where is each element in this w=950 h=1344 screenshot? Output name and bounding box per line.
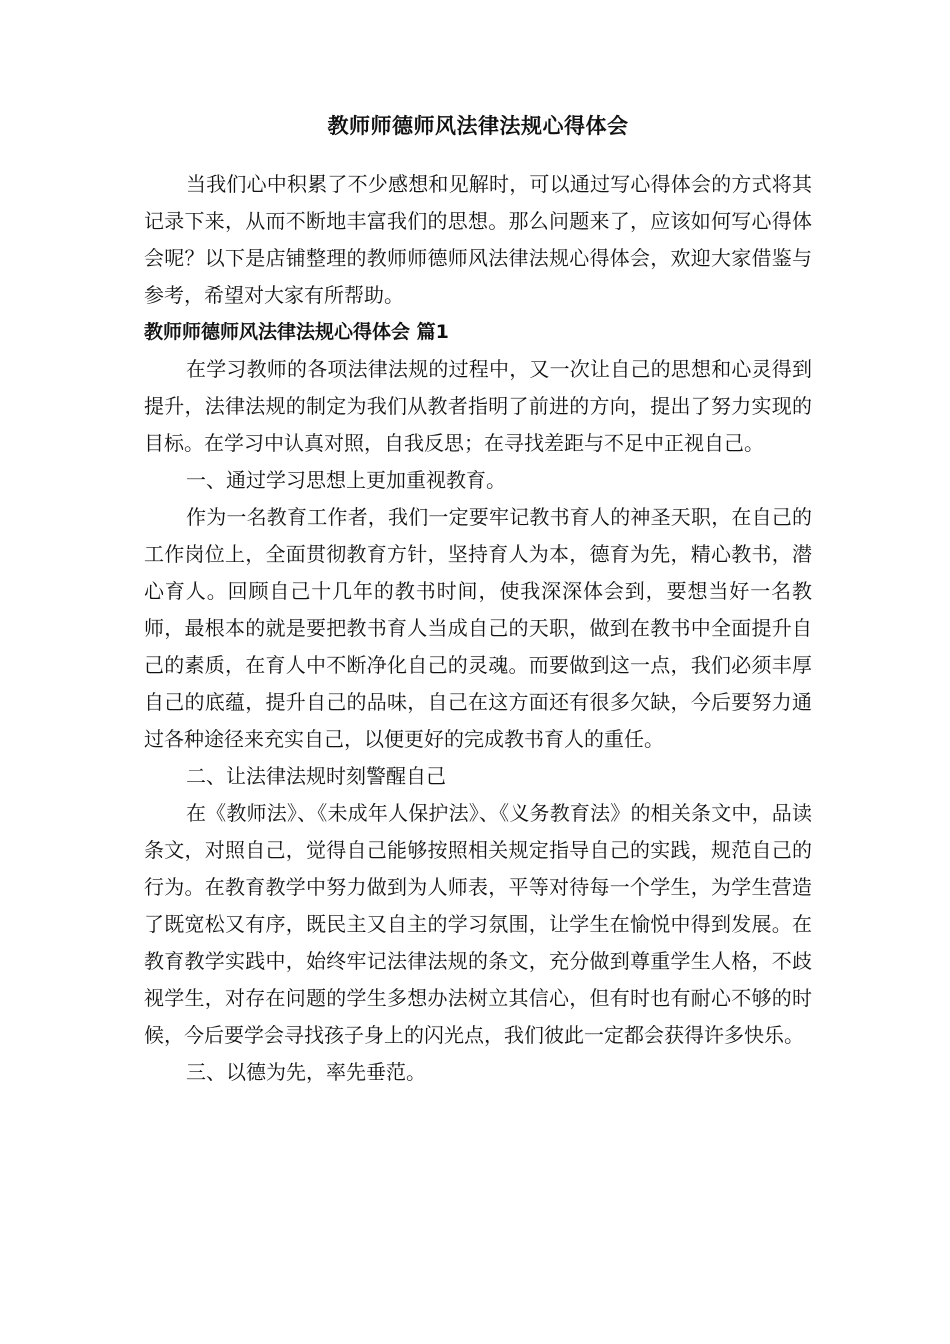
body-paragraph: 在学习教师的各项法律法规的过程中，又一次让自己的思想和心灵得到提升，法律法规的制定为我们从教者指明了前进的方向，提出了努力实现的目标。在学习中认真对照，自我反思；在寻找差距与不足中正视自己。 <box>144 357 812 455</box>
subheading-3: 三、以德为先，率先垂范。 <box>186 1060 426 1084</box>
document-title: 教师师德师风法律法规心得体会 <box>327 114 629 138</box>
subheading-1: 一、通过学习思想上更加重视教育。 <box>186 468 506 492</box>
body-paragraph: 作为一名教育工作者，我们一定要牢记教书育人的神圣天职，在自己的工作岗位上，全面贯彻教育方针，坚持育人为本，德育为先，精心教书，潜心育人。回顾自己十几年的教书时间，使我深深体会到，要想当好一名教师，最根本的就是要把教书育人当成自己的天职，做到在教书中全面提升自己的素质，在育人中不断净化自己的灵魂。而要做到这一点，我们必须丰厚自己的底蕴，提升自己的品味，自己在这方面还有很多欠缺，今后要努力通过各种途径来充实自己，以便更好的完成教书育人的重任。 <box>144 505 812 751</box>
subheading-2: 二、让法律法规时刻警醒自己 <box>186 764 446 788</box>
section-heading: 教师师德师风法律法规心得体会 篇1 <box>144 321 449 343</box>
body-paragraph: 在《教师法》、《未成年人保护法》、《义务教育法》的相关条文中，品读条文，对照自己，觉得自己能够按照相关规定指导自己的实践，规范自己的行为。在教育教学中努力做到为人师表，平等对待每一个学生，为学生营造了既宽松又有序，既民主又自主的学习氛围，让学生在愉悦中得到发展。在教育教学实践中，始终牢记法律法规的条文，充分做到尊重学生人格，不歧视学生，对存在问题的学生多想办法树立其信心，但有时也有耐心不够的时候，今后要学会寻找孩子身上的闪光点，我们彼此一定都会获得许多快乐。 <box>144 801 812 1047</box>
intro-paragraph: 当我们心中积累了不少感想和见解时，可以通过写心得体会的方式将其记录下来，从而不断地丰富我们的思想。那么问题来了，应该如何写心得体会呢？以下是店铺整理的教师师德师风法律法规心得体会，欢迎大家借鉴与参考，希望对大家有所帮助。 <box>144 172 812 307</box>
document-page <box>144 108 812 1091</box>
